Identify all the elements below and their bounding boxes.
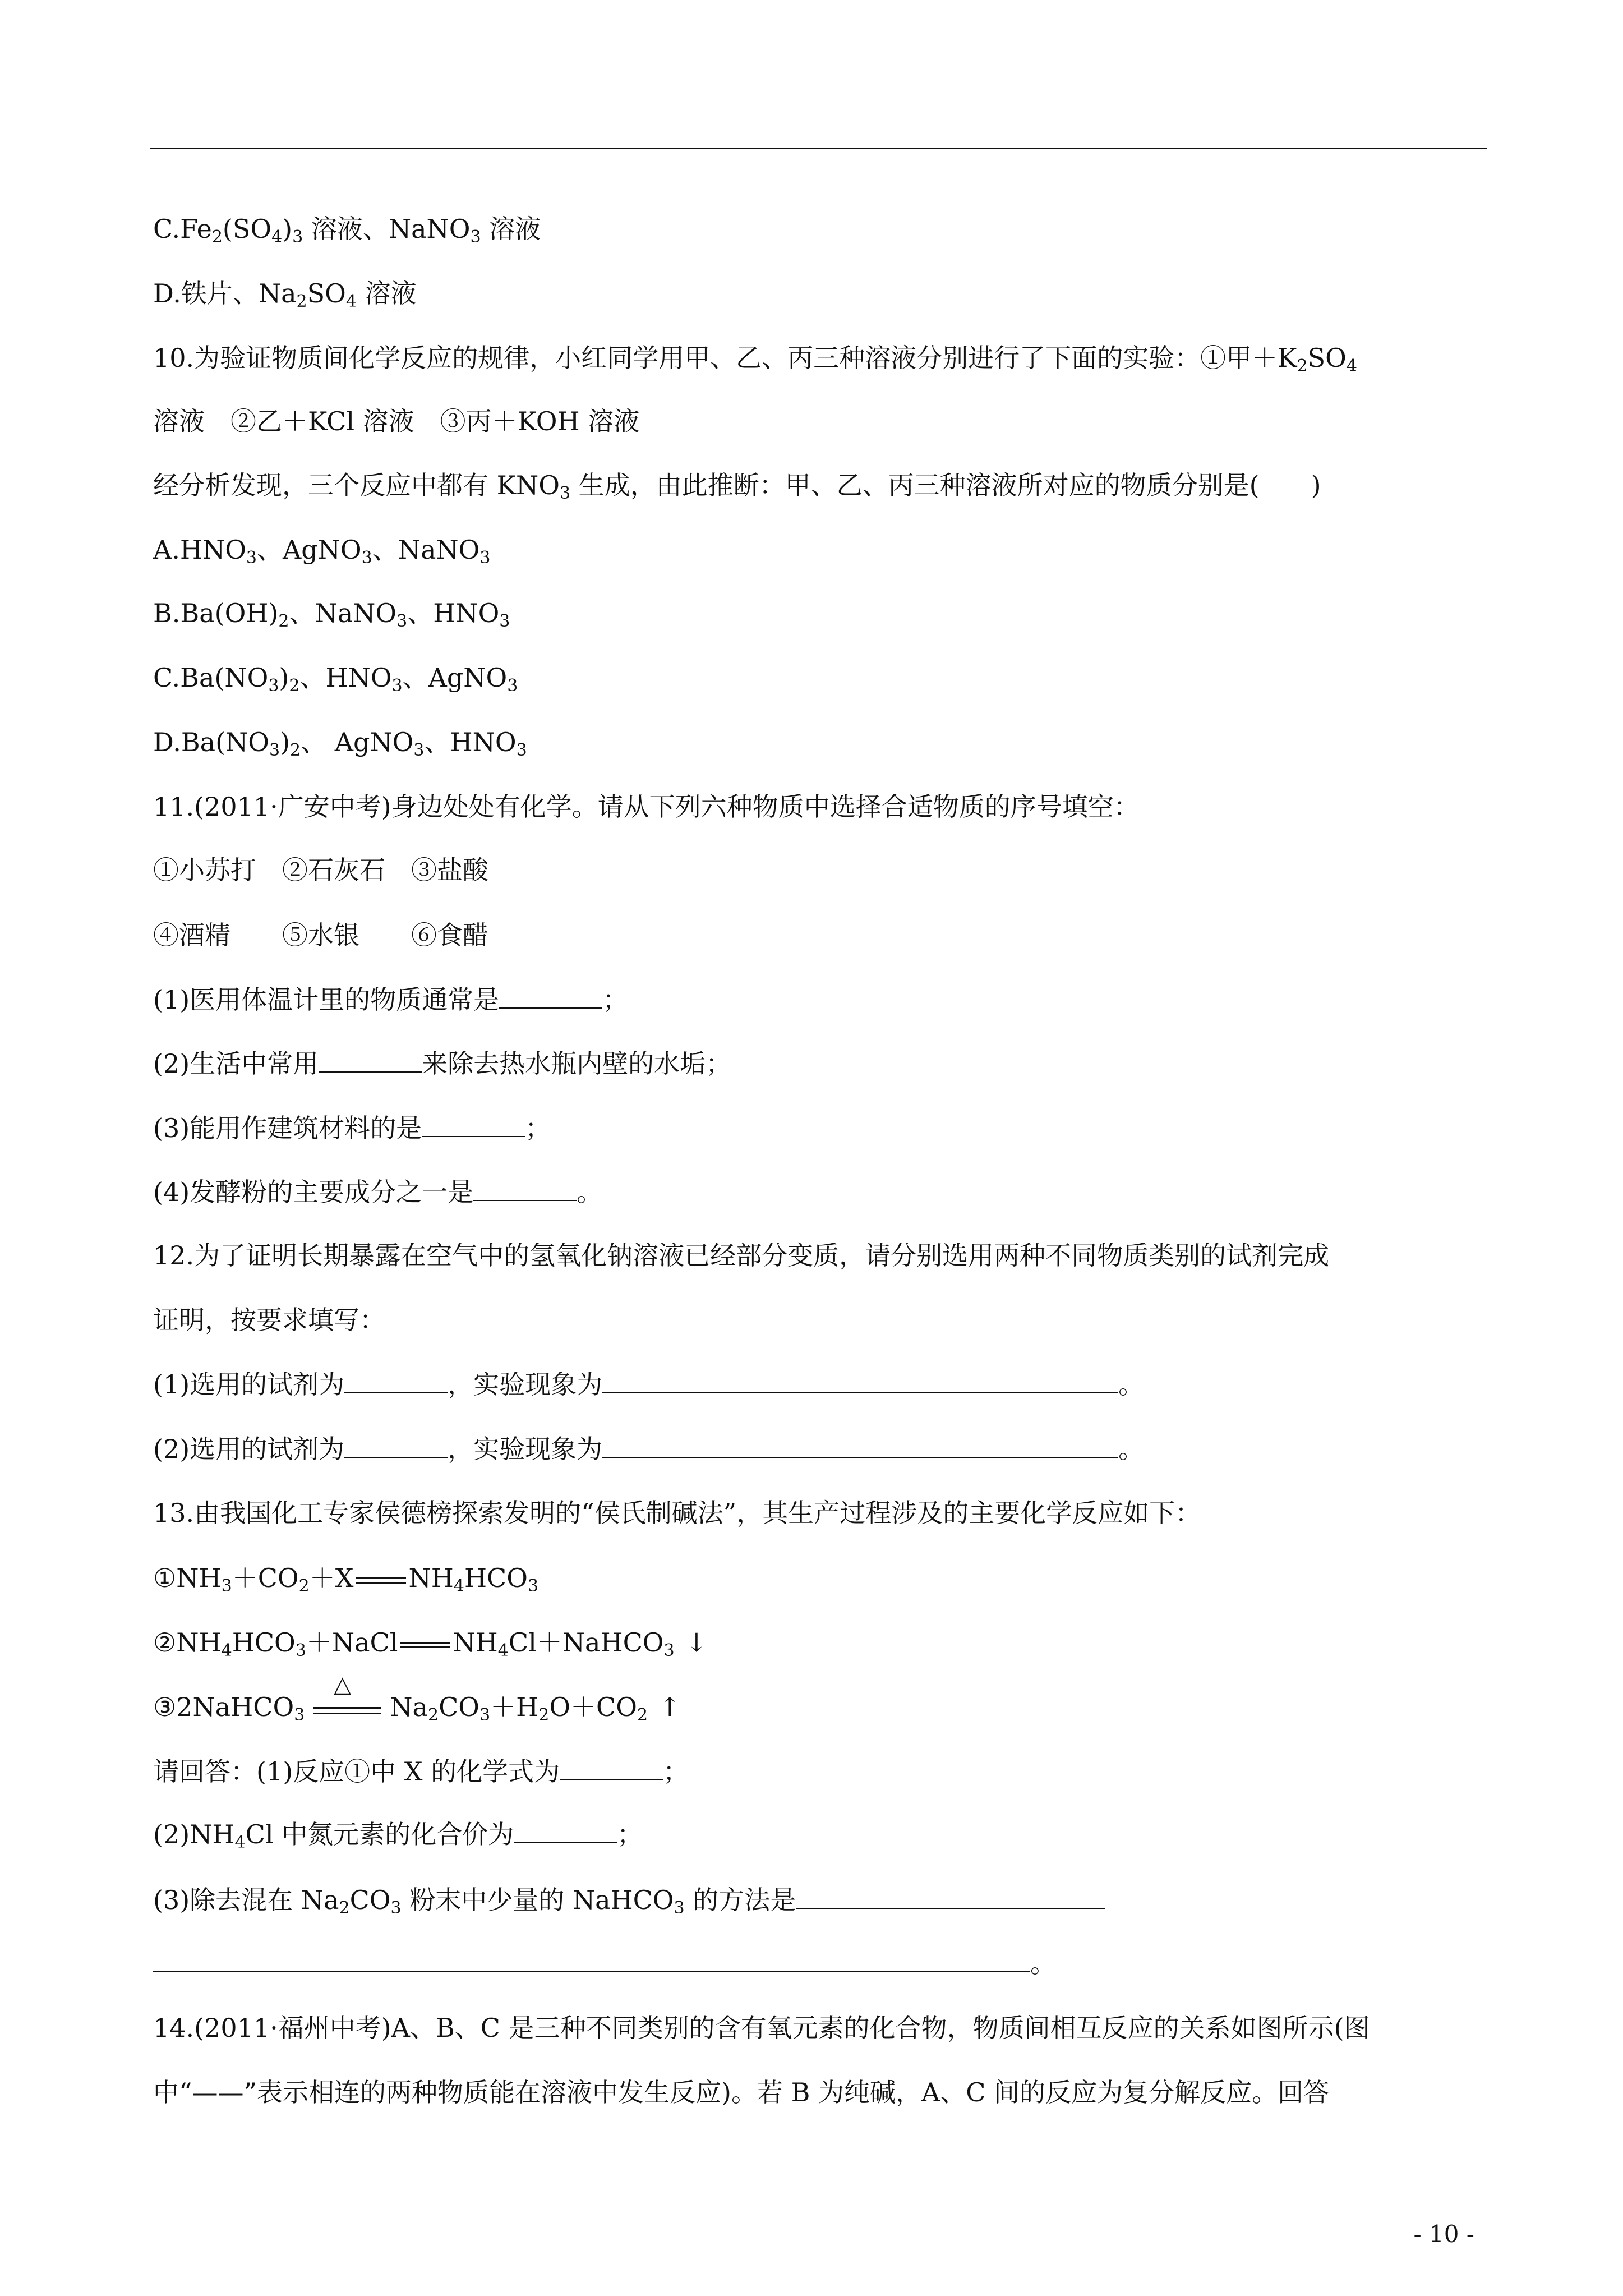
page-number: - 10 - bbox=[1413, 2220, 1474, 2248]
text-line: 请回答：(1)反应①中 X 的化学式为 ； bbox=[153, 1756, 689, 1787]
heat-condition: △ bbox=[313, 1692, 381, 1726]
text-line: 。 bbox=[153, 1947, 1056, 1980]
text-line: (2)生活中常用 来除去热水瓶内壁的水垢； bbox=[153, 1048, 732, 1079]
text-line: (3)除去混在 $Na_2CO_3$ 粉末中少量的 NaHCO$_3$ 的方法是 bbox=[153, 1883, 1105, 1917]
text-line: 12.为了证明长期暴露在空气中的氢氧化钠溶液已经部分变质，请分别选用两种不同物质类别的试剂完成 bbox=[153, 1240, 1330, 1271]
text-line: 10.为验证物质间化学反应的规律，小红同学用甲、乙、丙三种溶液分别进行了下面的实验：①甲$+K_2SO_4$ bbox=[153, 343, 1357, 376]
text-line: 证明，按要求填写： bbox=[153, 1305, 385, 1335]
text-line: 经分析发现，三个反应中都有 $KNO_3$ 生成，由此推断：甲、乙、丙三种溶液所对应的物质分别是( ) bbox=[153, 470, 1321, 503]
text-line: 11.(2011·广安中考)身边处处有化学。请从下列六种物质中选择合适物质的序号填空： bbox=[153, 792, 1140, 822]
text-line: $(2)NH_4Cl$ 中氮元素的化合价为 ； bbox=[153, 1819, 643, 1852]
text-line: 13.由我国化工专家侯德榜探索发明的“侯氏制碱法”，其生产过程涉及的主要化学反应如下： bbox=[153, 1498, 1201, 1528]
text-line: ①小苏打 ②石灰石 ③盐酸 bbox=[153, 855, 488, 885]
text-line: (4)发酵粉的主要成分之一是 。 bbox=[153, 1177, 603, 1207]
text-line: $B.Ba(OH)_2$、NaNO$_3$、$HNO_3$ bbox=[153, 598, 510, 631]
text-line: 14.(2011·福州中考)A、B、C 是三种不同类别的含有氧元素的化合物，物质间相互反应的关系如图所示(图 bbox=[153, 2013, 1370, 2043]
text-line: $②NH_4HCO_3+NaCl$ $NH_4Cl+NaHCO_3$ ↓ bbox=[153, 1627, 708, 1660]
text-line: $C.Ba(NO_3)_2$、$HNO_3$、AgNO$_3$ bbox=[153, 662, 518, 696]
text-line: (1)选用的试剂为 ，实验现象为 。 bbox=[153, 1369, 1145, 1400]
text-line: ④酒精 ⑤水银 ⑥食醋 bbox=[153, 920, 488, 950]
text-line: 中“——”表示相连的两种物质能在溶液中发生反应)。若 B 为纯碱，A、C 间的反应为复分解反应。回答 bbox=[153, 2077, 1330, 2108]
text-line: $A.HNO_3$、AgNO$_3$、NaNO$_3$ bbox=[153, 535, 491, 568]
text-line: (3)能用作建筑材料的是 ； bbox=[153, 1113, 551, 1143]
text-line: (2)选用的试剂为 ，实验现象为 。 bbox=[153, 1434, 1145, 1464]
text-line: $C.Fe_2(SO_4)_3$ 溶液、NaNO$_3$ 溶液 bbox=[153, 214, 541, 247]
text-line: $D.Ba(NO_3)_2$、 AgNO$_3$、$HNO_3$ bbox=[153, 727, 527, 760]
text-line: ③2NaHCO$_3$ △ $Na_2CO_3+H_2O+CO_2$ ↑ bbox=[153, 1672, 681, 1725]
text-line: 溶液 ②乙＋KCl 溶液 ③丙＋KOH 溶液 bbox=[153, 406, 640, 436]
text-line: $①NH_3+CO_2+X$ $NH_4HCO_3$ bbox=[153, 1563, 539, 1596]
text-line: (1)医用体温计里的物质通常是 ； bbox=[153, 984, 629, 1015]
text-line: D.铁片、$Na_2SO_4$ 溶液 bbox=[153, 278, 417, 311]
header-rule bbox=[150, 148, 1487, 149]
